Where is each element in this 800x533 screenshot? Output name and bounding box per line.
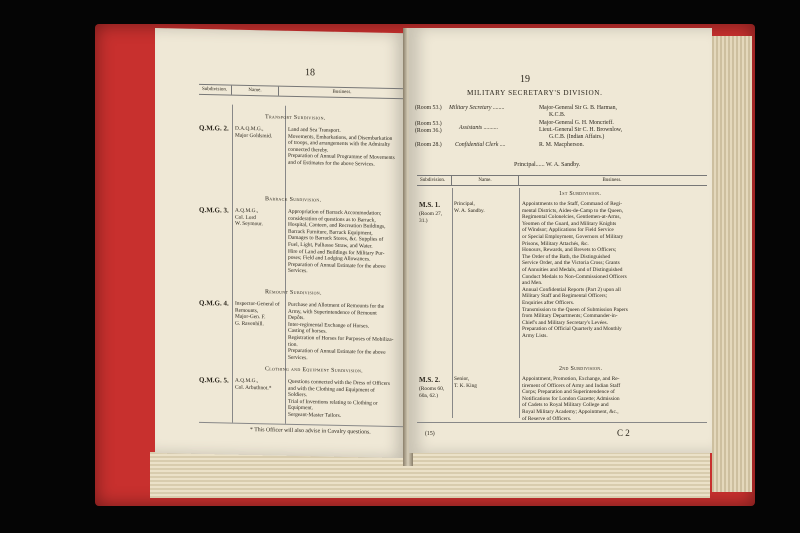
business-line: Annual Confidential Reports (Part 2) upon all bbox=[522, 286, 621, 293]
business-line: Preparation of Annual Programme of Movements bbox=[288, 153, 395, 162]
officer-name-line: G. Ravenhill. bbox=[235, 320, 264, 328]
officer-name-line: Remounts, bbox=[235, 307, 259, 314]
left-footnote-rule bbox=[199, 422, 407, 427]
officer-name-line: T. K. King bbox=[454, 382, 477, 389]
header-business: Business. bbox=[602, 178, 622, 183]
officer-name: R. M. Macpherson. bbox=[539, 142, 584, 148]
role-label: Military Secretary ........ bbox=[449, 105, 505, 111]
business-line: of Reserve of Officers. bbox=[522, 415, 572, 422]
room-line: 31.) bbox=[419, 217, 428, 224]
page-edges-bottom bbox=[150, 452, 710, 498]
officer-name-line: W. Seymour. bbox=[235, 220, 263, 228]
business-line: Appropriation of Barrack Accommodation; bbox=[288, 208, 382, 217]
business-line: Army Lists. bbox=[522, 333, 548, 339]
room-label: (Room 53.) bbox=[415, 105, 442, 111]
left-page bbox=[155, 28, 407, 458]
business-line: The Order of the Bath, the Distinguished bbox=[522, 253, 611, 260]
business-line: Preparation of Annual Estimate for the above bbox=[288, 347, 386, 357]
officer-name: Major-General Sir G. B. Harman, bbox=[539, 105, 617, 111]
business-line: Services. bbox=[288, 354, 308, 361]
right-col-divider-1 bbox=[452, 188, 453, 418]
business-line: connected thereby. bbox=[288, 146, 329, 154]
left-col-divider-1 bbox=[232, 105, 233, 423]
footer-right: C 2 bbox=[617, 428, 630, 438]
subdivision-code: M.S. 1. bbox=[419, 201, 440, 209]
business-line: poses; Field and Lodging Allowances. bbox=[288, 254, 371, 263]
business-line: Royal Military Academy; Appointment, &c., bbox=[522, 409, 619, 415]
officer-name: Major-General G. H. Moncrieff. bbox=[539, 120, 614, 126]
business-line: Preparation of Annual Estimate for the above bbox=[288, 261, 386, 270]
section-title: Transport Subdivision. bbox=[265, 114, 326, 122]
business-line: consideration of questions as to Barrack, bbox=[288, 215, 376, 224]
business-line: Casting of horses. bbox=[288, 328, 327, 335]
right-page bbox=[409, 28, 712, 453]
header-name: Name. bbox=[452, 176, 519, 185]
officer-name-line: Col. Arbuthnot.* bbox=[235, 384, 272, 392]
header-name: Name. bbox=[232, 86, 279, 96]
right-table-header bbox=[417, 175, 707, 186]
subdivision-code: M.S. 2. bbox=[419, 376, 440, 384]
section-title: Clothing and Equipment Subdivision. bbox=[265, 366, 363, 375]
header-subdivision: Subdivision. bbox=[199, 85, 232, 95]
business-line: of Annuities and Medals, and of Distinguished bbox=[522, 267, 623, 273]
officer-name-line: A.Q.M.G., bbox=[235, 207, 259, 215]
right-col-divider-2 bbox=[519, 188, 520, 418]
business-line: Movements, Embarkations, and Disembarkation bbox=[288, 133, 393, 142]
room-label: (Room 53.) bbox=[415, 121, 442, 127]
business-line: or Special Employment, Governors of Military bbox=[522, 234, 624, 240]
room-line: (Rooms 60, bbox=[419, 386, 445, 392]
subdivision-code: Q.M.G. 2. bbox=[199, 123, 229, 133]
room-line: (Room 27, bbox=[419, 211, 443, 217]
business-line: Hospital, Canteen, and Recreation Buildings, bbox=[288, 221, 386, 231]
role-label: Confidential Clerk .... bbox=[455, 142, 506, 148]
business-line: Appointments to the Staff, Command of Regi- bbox=[522, 201, 623, 207]
division-title: MILITARY SECRETARY'S DIVISION. bbox=[467, 89, 603, 97]
business-line: Yeomen of the Guard, and Military Knights bbox=[522, 220, 617, 227]
footer-left: (15) bbox=[425, 431, 435, 437]
business-line: Inter-regimental Exchange of Horses. bbox=[288, 321, 370, 330]
left-page-number: 18 bbox=[305, 67, 315, 79]
business-line: Military Staff and Regimental Officers; bbox=[522, 293, 608, 300]
business-line: Services. bbox=[288, 268, 308, 275]
business-line: Questions connected with the Dress of Officers bbox=[288, 378, 390, 387]
officer-name-line: Inspector-General of bbox=[235, 300, 280, 308]
left-footnote: * This Officer will also advise in Cavalry questions. bbox=[250, 426, 371, 436]
business-line: Service Order, and the Victoria Cross; Grants bbox=[522, 260, 620, 267]
officer-name-line: A.Q.M.G., bbox=[235, 377, 259, 385]
section-title: 2nd Subdivision. bbox=[559, 366, 603, 372]
section-title: 1st Subdivision. bbox=[559, 191, 602, 197]
business-line: tion. bbox=[288, 341, 298, 348]
principal-line: Principal...... W. A. Sandby. bbox=[514, 162, 581, 168]
section-title: Remount Subdivision. bbox=[265, 289, 322, 297]
business-line: Trial of Inventions relating to Clothing or bbox=[288, 398, 378, 407]
officer-name-line: Major-Gen. F. bbox=[235, 313, 266, 321]
business-line: Barrack Furniture, Barrack Equipment, bbox=[288, 228, 373, 237]
officer-name-line: Principal, bbox=[454, 201, 475, 207]
business-line: of Windsor; Applications for Field Service bbox=[522, 227, 614, 234]
left-col-divider-2 bbox=[285, 106, 286, 424]
role-label: Assistants .......... bbox=[459, 125, 499, 131]
business-line: Prisons, Military Attachés, &c. bbox=[522, 240, 589, 247]
business-line: Preparation of Official Quarterly and Monthly bbox=[522, 326, 622, 333]
subdivision-code: Q.M.G. 3. bbox=[199, 205, 229, 215]
room-line: 60a, 62.) bbox=[419, 392, 439, 399]
business-line: and with the Clothing and Equipment of bbox=[288, 385, 375, 394]
room-label: (Room 28.) bbox=[415, 142, 442, 148]
header-subdivision: Subdivision. bbox=[417, 176, 452, 185]
room-label: (Room 36.) bbox=[415, 128, 442, 134]
officer-name-line: Senior, bbox=[454, 376, 470, 382]
business-line: Enquiries after Officers. bbox=[522, 300, 575, 306]
business-line: Soldiers. bbox=[288, 391, 308, 399]
business-line: Sergeant-Master Tailors. bbox=[288, 411, 342, 419]
page-edges-right bbox=[712, 36, 752, 492]
officer-name: Lieut.-General Sir C. H. Brownlow, bbox=[539, 127, 623, 133]
business-line: Equipment. bbox=[288, 405, 314, 412]
business-line: and Men. bbox=[522, 280, 543, 287]
business-line: Registration of Horses for Purposes of Mobiliza- bbox=[288, 334, 394, 343]
left-table-header bbox=[199, 84, 407, 100]
business-line: Conduct Medals to Non-Commissioned Officers bbox=[522, 273, 627, 280]
business-line: Regimental Colonelcies, Gentlemen-at-Arms, bbox=[522, 214, 621, 221]
business-line: of troops, and arrangements with the Admiralty bbox=[288, 139, 391, 149]
business-line: Chief's and Military Secretary's Levées. bbox=[522, 319, 608, 326]
business-line: Notifications for London Gazette; Admission bbox=[522, 395, 620, 402]
business-line: Damages to Barrack Stores, &c. Supplies of bbox=[288, 235, 384, 244]
business-line: mental Districts, Aides-de-Camp to the Queen, bbox=[522, 207, 624, 214]
header-business: Business. bbox=[332, 89, 352, 96]
business-line: of Cadets to Royal Military College and bbox=[522, 402, 609, 409]
officer-name: G.C.B. (Indian Affairs.) bbox=[549, 134, 605, 140]
right-footer-rule bbox=[417, 422, 707, 423]
business-line: Land and Sea Transport. bbox=[288, 126, 341, 134]
officer-name-line: Major Goldsmid. bbox=[235, 132, 273, 140]
business-line: and of Estimates for the above Services. bbox=[288, 159, 375, 168]
business-line: Transmission to the Queen of Submission Papers bbox=[522, 306, 628, 313]
officer-name-line: D.A.Q.M.G., bbox=[235, 125, 264, 133]
officer-name: K.C.B. bbox=[549, 112, 566, 118]
business-line: Army, with Superintendence of Remount bbox=[288, 308, 377, 317]
section-title: Barrack Subdivision. bbox=[265, 196, 322, 204]
business-line: Honours, Rewards, and Brevets to Officers; bbox=[522, 247, 617, 254]
officer-name-line: W. A. Sandby. bbox=[454, 207, 485, 214]
business-line: Corps; Preparation and Superintendence of bbox=[522, 389, 615, 396]
business-line: from Military Departments; Commander-in- bbox=[522, 313, 618, 320]
business-line: Fuel, Light, Palliasse Straw, and Water. bbox=[288, 241, 373, 250]
officer-name-line: Col. Lord bbox=[235, 214, 256, 221]
business-line: tirement of Officers of Army and Indian Staff bbox=[522, 382, 621, 389]
business-line: Depôts. bbox=[288, 314, 305, 322]
subdivision-code: Q.M.G. 4. bbox=[199, 298, 229, 308]
business-line: Appointment, Promotion, Exchange, and Re- bbox=[522, 376, 620, 382]
subdivision-code: Q.M.G. 5. bbox=[199, 375, 229, 385]
business-line: Purchase and Allotment of Remounts for the bbox=[288, 301, 385, 310]
right-page-number: 19 bbox=[520, 74, 530, 85]
business-line: Hire of Land and Buildings for Military Pur- bbox=[288, 248, 385, 257]
